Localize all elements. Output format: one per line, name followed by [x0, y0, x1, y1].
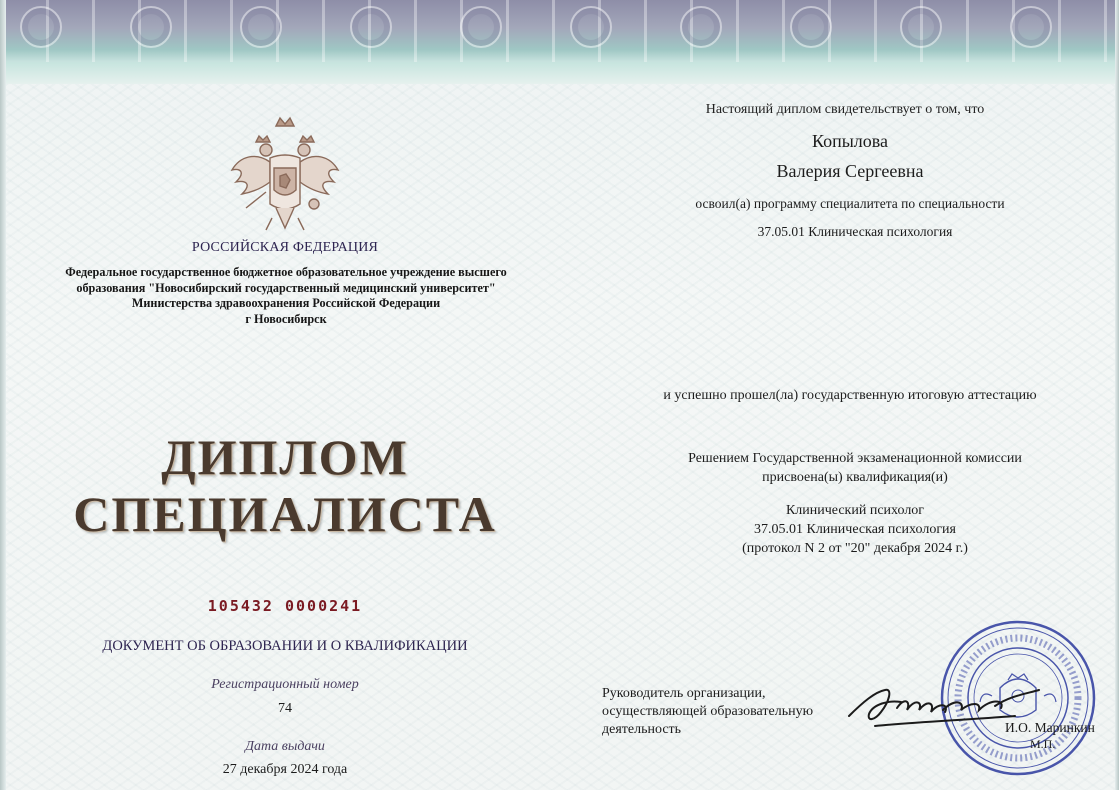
diploma-subtitle: СПЕЦИАЛИСТА [73, 486, 497, 542]
seal-mark: М.П. [1030, 737, 1056, 751]
protocol-reference: (протокол N 2 от "20" декабря 2024 г.) [742, 541, 968, 556]
serial-number: 105432 0000241 [207, 597, 363, 615]
specialty: 37.05.01 Клиническая психология [757, 224, 953, 239]
rosette-ornament [1010, 6, 1052, 48]
commission-decision: Решением Государственной экзаменационной комиссии [688, 451, 1022, 466]
country-name: РОССИЙСКАЯ ФЕДЕРАЦИЯ [191, 240, 379, 255]
rosette-ornament [790, 6, 832, 48]
qualification-specialty: 37.05.01 Клиническая психология [753, 522, 956, 537]
guilloche-top-border [0, 0, 1119, 62]
certification-intro: Настоящий диплом свидетельствует о том, что [705, 102, 985, 117]
rosette-ornament [130, 6, 172, 48]
organization-block [58, 265, 514, 327]
head-title-line: Руководитель организации, [602, 686, 766, 701]
graduate-name: Валерия Сергеевна [776, 161, 924, 181]
head-title-line: осуществляющей образовательную [602, 704, 814, 719]
document-type: ДОКУМЕНТ ОБ ОБРАЗОВАНИИ И О КВАЛИФИКАЦИИ [102, 638, 468, 654]
organization-line: Федеральное государственное бюджетное образовательное учреждение высшего [65, 265, 507, 279]
emblem-icon [226, 112, 344, 237]
organization-line: образования "Новосибирский государственный медицинский университет" [76, 280, 496, 295]
registration-number: 74 [278, 701, 292, 716]
page-edge-right [1115, 0, 1119, 790]
qualification-awarded: присвоена(ы) квалификация(и) [762, 470, 948, 485]
rosette-ornament [570, 6, 612, 48]
rosette-ornament [680, 6, 722, 48]
issue-date-label: Дата выдачи [245, 739, 325, 754]
rosette-ornament [20, 6, 62, 48]
issue-date: 27 декабря 2024 года [222, 762, 348, 777]
rosette-ornament [240, 6, 282, 48]
head-title-line: деятельность [602, 722, 682, 737]
diploma-title: ДИПЛОМ [161, 429, 409, 485]
rosette-ornament [900, 6, 942, 48]
organization-line: Министерства здравоохранения Российской Федерации [131, 296, 441, 310]
qualification-title: Клинический психолог [785, 503, 925, 518]
organization-city: г Новосибирск [245, 311, 327, 326]
graduate-surname: Копылова [811, 131, 889, 151]
signer-name: И.О. Маринкин [1005, 720, 1095, 735]
attestation-statement: и успешно прошел(ла) государственную итоговую аттестацию [663, 388, 1037, 403]
border-band [0, 62, 1119, 84]
page-edge-left [0, 0, 6, 790]
program-statement: освоил(а) программу специалитета по специальности [695, 196, 1005, 211]
rosette-ornament [460, 6, 502, 48]
registration-number-label: Регистрационный номер [211, 677, 359, 692]
rosette-ornament [350, 6, 392, 48]
